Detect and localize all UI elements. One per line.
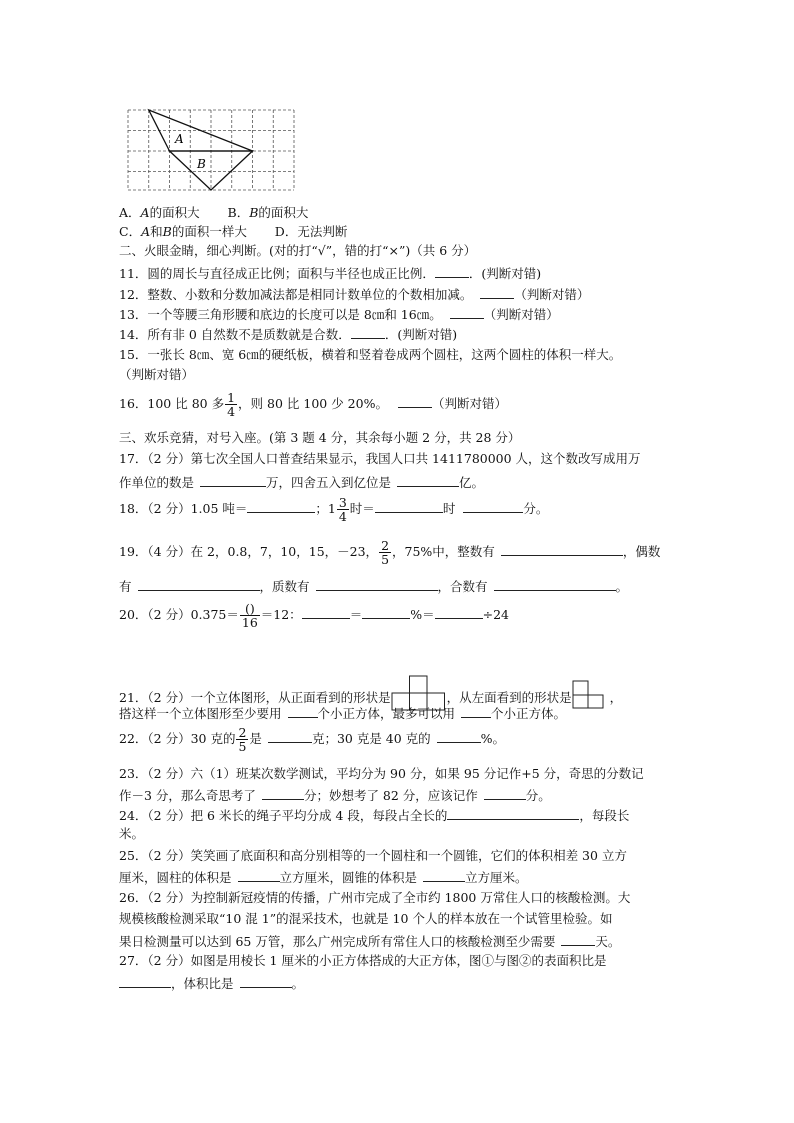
question-17-line2: 作单位的数是 万，四舍五入到亿位是 亿。 — [119, 475, 485, 490]
question-21-line1: 21．（2 分）一个立体图形，从正面看到的形状是 ，从左面看到的形状是 ， — [119, 674, 622, 706]
question-14: 14．所有非 0 自然数不是质数就是合数． ．(判断对错) — [119, 327, 458, 342]
question-27-line1: 27．（2 分）如图是用棱长 1 厘米的小正方体搭成的大正方体，图①与图②的表面积比是 — [119, 953, 607, 968]
question-15-line2: （判断对错） — [119, 367, 195, 382]
answer-blank-23b[interactable] — [484, 786, 526, 800]
question-25-line1: 25．（2 分）笑笑画了底面积和高分别相等的一个圆柱和一个圆锥，它们的体积相差 30 立方 — [119, 848, 627, 863]
grid-triangle-figure — [126, 108, 298, 194]
answer-blank-25b[interactable] — [423, 868, 465, 882]
answer-blank-21a[interactable] — [288, 704, 318, 718]
answer-blank-18c[interactable] — [463, 499, 523, 513]
answer-blank-20c[interactable] — [435, 605, 483, 619]
question-27-line2: ，体积比是 。 — [119, 974, 304, 992]
question-19-line2: 有 ，质数有 ，合数有 。 — [119, 579, 629, 594]
question-23-line2: 作－3 分，那么奇思考了 分；妙想考了 82 分，应该记作 分。 — [119, 788, 551, 803]
question-22: 22．（2 分）30 克的 $\frac{2}{5}$ 是 克；30 克是 40 克的 %。 — [119, 725, 506, 754]
answer-blank-19b[interactable] — [138, 577, 260, 591]
answer-blank-19d[interactable] — [494, 577, 616, 591]
answer-blank-27a[interactable] — [119, 974, 171, 988]
answer-blank-27b[interactable] — [240, 974, 292, 988]
label-a: A — [175, 132, 184, 146]
answer-blank-21b[interactable] — [461, 704, 491, 718]
answer-blank-19c[interactable] — [316, 577, 438, 591]
answer-blank-24a[interactable] — [447, 806, 579, 820]
answer-blank-22a[interactable] — [268, 729, 312, 743]
answer-blank-26[interactable] — [561, 932, 595, 946]
question-26-line3: 果日检测量可以达到 65 万管，那么广州完成所有常住人口的核酸检测至少需要 天。 — [119, 934, 621, 949]
answer-blank-25a[interactable] — [238, 868, 280, 882]
question-11: 11．圆的周长与直径成正比例；面积与半径也成正比例． ．(判断对错) — [119, 266, 542, 281]
option-d[interactable]: D．无法判断 — [274, 224, 348, 239]
question-24-line1: 24．（2 分）把 6 米长的绳子平均分成 4 段，每段占全长的 ，每段长 — [119, 808, 630, 823]
answer-blank-17a[interactable] — [200, 473, 266, 487]
question-13: 13．一个等腰三角形腰和底边的长度可以是 8㎝和 16㎝。 （判断对错） — [119, 307, 559, 322]
answer-blank-16[interactable] — [398, 394, 432, 408]
question-18: 18．（2 分）1.05 吨＝ ；1 $\frac{3}{4}$ 时＝ 时 分。 — [119, 495, 549, 524]
options-row-1 — [119, 205, 308, 221]
question-17-line1: 17．（2 分）第七次全国人口普查结果显示，我国人口共 1411780000 人，这个数改写成用万 — [119, 451, 641, 466]
question-19-line1: 19．（4 分）在 2，0.8，7，10，15，－23， $\frac{2}{5}$ ，75%中，整数有 ，偶数 — [119, 538, 661, 567]
question-23-line1: 23．（2 分）六（1）班某次数学测试，平均分为 90 分，如果 95 分记作+5 分，奇思的分数记 — [119, 766, 644, 781]
left-view-figure — [572, 680, 606, 710]
answer-blank-12[interactable] — [480, 285, 514, 299]
label-b: B — [197, 157, 206, 171]
section3-title: 三、欢乐竞猜，对号入座。(第 3 题 4 分，其余每小题 2 分，共 28 分） — [119, 430, 521, 445]
answer-blank-22b[interactable] — [437, 729, 481, 743]
question-15-line1: 15．一张长 8㎝、宽 6㎝的硬纸板，横着和竖着卷成两个圆柱，这两个圆柱的体积一样大。 — [119, 347, 622, 362]
question-24-line2: 米。 — [119, 826, 145, 841]
answer-blank-20a[interactable] — [302, 605, 350, 619]
answer-blank-19a[interactable] — [501, 542, 623, 556]
question-26-line1: 26．（2 分）为控制新冠疫情的传播，广州市完成了全市约 1800 万常住人口的核酸检测。大 — [119, 890, 631, 905]
answer-blank-20b[interactable] — [362, 605, 410, 619]
question-16: 16．100 比 80 多 $\frac{1}{4}$ ，则 80 比 100 少 20%。 （判断对错） — [119, 390, 507, 419]
answer-blank-11[interactable] — [435, 264, 469, 278]
options-row-2 — [119, 224, 347, 240]
option-a[interactable]: A．A的面积大 — [119, 205, 200, 220]
answer-blank-13[interactable] — [450, 305, 484, 319]
question-26-line2: 规模核酸检测采取“10 混 1”的混采技术，也就是 10 个人的样本放在一个试管里检验。如 — [119, 911, 613, 926]
option-c[interactable]: C．A和B的面积一样大 — [119, 224, 247, 239]
option-b[interactable]: B．B的面积大 — [227, 205, 309, 220]
question-20: 20．（2 分）0.375＝ $\frac{()}{16}$ ＝12： ＝ %＝ ÷24 — [119, 601, 509, 630]
question-12: 12．整数、小数和分数加减法都是相同计数单位的个数相加减。 （判断对错） — [119, 287, 590, 302]
answer-blank-14[interactable] — [351, 325, 385, 339]
section2-title: 二、火眼金睛，细心判断。(对的打“√”，错的打“×”)（共 6 分） — [119, 243, 477, 258]
answer-blank-17b[interactable] — [397, 473, 459, 487]
question-25-line2: 厘米，圆柱的体积是 立方厘米，圆锥的体积是 立方厘米。 — [119, 870, 528, 885]
question-21-line2: 搭这样一个立体图形至少要用 个小正方体，最多可以用 个小正方体。 — [119, 706, 567, 721]
answer-blank-18a[interactable] — [247, 499, 315, 513]
answer-blank-18b[interactable] — [375, 499, 443, 513]
answer-blank-23a[interactable] — [262, 786, 304, 800]
